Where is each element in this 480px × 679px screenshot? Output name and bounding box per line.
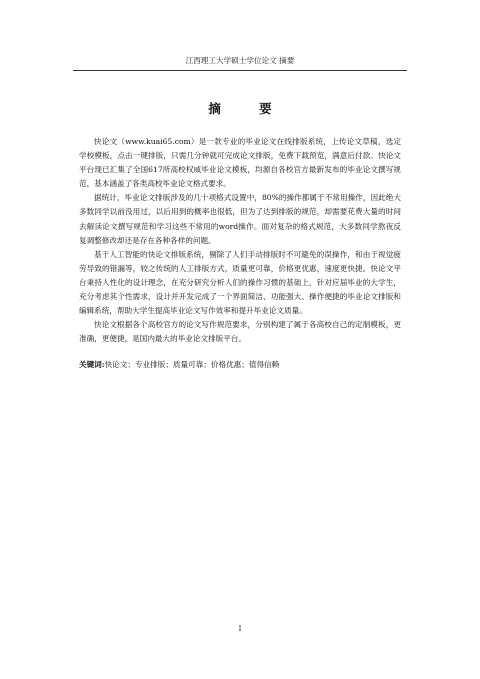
abstract-title: 摘 要: [208, 101, 289, 116]
abstract-body: [79, 135, 401, 346]
abstract-paragraph: 基于人工智能的快论文排版系统，剔除了人们手动排版时不可避免的误操作，和由于视觉疲劳导致的错漏等，较之传统的人工排版方式，质量更可靠，价格更优惠，速度更快捷。快论文平台秉持人性化的设计理念，在充分研究分析人们的操作习惯的基础上，针对应届毕业的大学生，充分考虑其个性需求，设计并开发完成了一个界面简洁、功能强大、操作便捷的毕业论文排版和编辑系统，帮助大学生提高毕业论文写作效率和提升毕业论文质量。: [79, 249, 401, 316]
abstract-paragraph: 据统计，毕业论文排版涉及的几十项格式设置中，80%的操作都属于不常用操作，因此绝大多数同学以前没用过，以后用到的概率也很低，但为了达到排版的规范，却需要花费大量的时间去解读论文撰写规范和学习这些不常用的word操作。面对复杂的格式规范，大多数同学熬夜反复调整修改却还是存在各种各样的问题。: [79, 193, 401, 245]
abstract-paragraph: 快论文根据各个高校官方的论文写作规范要求，分别构建了属于各高校自己的定制模板，更准确，更便捷，是国内最大的毕业论文排版平台。: [79, 320, 401, 344]
running-header: 江西理工大学硕士学位论文 摘要: [185, 56, 295, 65]
page-number: I: [238, 625, 242, 633]
keywords-value: 快论文；专业排版；质量可靠；价格优惠；值得信赖: [104, 360, 280, 369]
abstract-paragraph: 快论文（www.kuai65.com）是一款专业的毕业论文在线排版系统，上传论文草稿，选定学校模板，点击一键排版，只需几分钟就可完成论文排版，免费下载预览，满意后付款。快论文平台现已汇集了全国617所高校权威毕业论文模板，均源自各校官方最新发布的毕业论文撰写规范，基本涵盖了各类高校毕业论文格式要求。: [79, 137, 401, 189]
keywords-line: [79, 358, 401, 372]
keywords-label: 关键词:: [79, 360, 105, 369]
header-rule: [73, 70, 407, 71]
